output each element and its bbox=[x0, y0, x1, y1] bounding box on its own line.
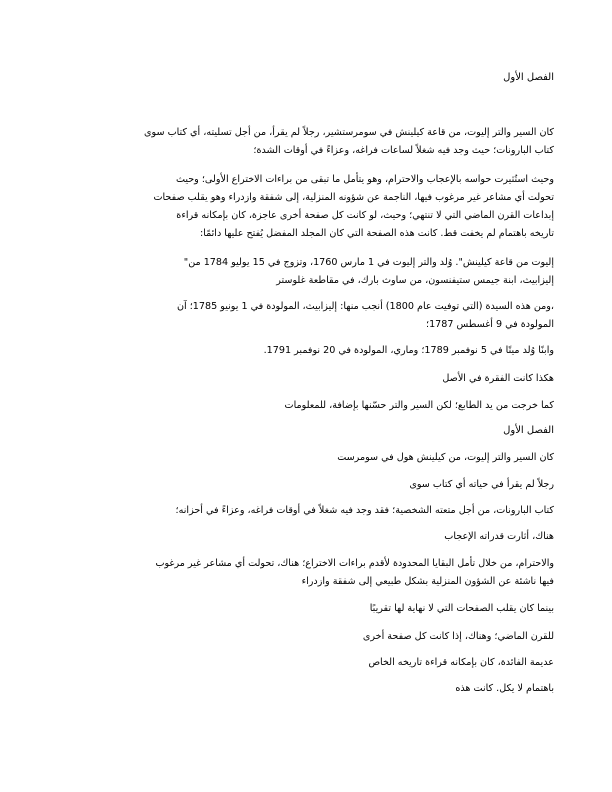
paragraph-8: كان السير والتر إليوت، من كيلينش هول في سومرست bbox=[337, 452, 554, 463]
paragraph-line: كتاب البارونات؛ حيث وجد فيه شغلاً لساعات فراغه، وعزاءً في أوقات الشدة؛ bbox=[253, 145, 554, 156]
paragraph-line: والاحترام، من خلال تأمل البقايا المحدودة لأقدم براءات الاختراع؛ هناك، تحولت أي مشاعر غير مرغوب bbox=[155, 558, 554, 569]
paragraph-6: هكذا كانت الفقرة في الأصل bbox=[442, 373, 554, 384]
chapter-heading: الفصل الأول bbox=[503, 72, 554, 83]
paragraph-line: ،ومن هذه السيدة (التي توفيت عام 1800) أنجب منها: إليزابيث، المولودة في 1 يونيو 1785؛ آن bbox=[176, 301, 554, 312]
paragraph-line: تحولت أي مشاعر غير مرغوب فيها، الناجمة عن شؤونه المنزلية، إلى شفقة وازدراء وهو يقلب صفحات bbox=[153, 192, 554, 203]
paragraph-10: كتاب البارونات، من أجل متعته الشخصية؛ فقد وجد فيه شغلاً في أوقات فراغه، وعزاءً في أحزانه؛ bbox=[175, 505, 554, 516]
paragraph-line: إليزابيث، ابنة جيمس ستيفنسون، من ساوث بارك، في مقاطعة غلوستر bbox=[276, 275, 554, 286]
paragraph-line: كان السير والتر إليوت، من قاعة كيلينش في سومرستشير، رجلاً لم يقرأ، من أجل تسليته، أي كتاب سوى bbox=[144, 127, 554, 138]
paragraph-11: هناك، أثارت قدراته الإعجاب bbox=[444, 531, 554, 542]
second-heading: الفصل الأول bbox=[503, 425, 554, 436]
paragraph-13: بينما كان يقلب الصفحات التي لا نهاية لها تقريبًا bbox=[369, 603, 554, 614]
paragraph-7: كما خرجت من يد الطابع؛ لكن السير والتر حسّنها بإضافة، للمعلومات bbox=[284, 400, 554, 411]
paragraph-line: فيها ناشئة عن الشؤون المنزلية بشكل طبيعي إلى شفقة وازدراء bbox=[301, 576, 554, 587]
paragraph-15: عديمة الفائدة، كان بإمكانه قراءة تاريخه الخاص bbox=[368, 657, 554, 668]
paragraph-line: تاريخه باهتمام لم يخفت قط. كانت هذه الصفحة التي كان المجلد المفضل يُفتح عليها دائمًا: bbox=[199, 228, 554, 239]
paragraph-line: إليوت من قاعة كيلينش". وُلد والتر إليوت في 1 مارس 1760، وتزوج في 15 يوليو 1784 من" bbox=[183, 257, 554, 268]
paragraph-16: باهتمام لا يكل. كانت هذه bbox=[455, 683, 554, 694]
paragraph-5: وابنًا وُلد ميتًا في 5 نوفمبر 1789؛ وماري، المولودة في 20 نوفمبر 1791. bbox=[263, 345, 554, 356]
paragraph-9: رجلاً لم يقرأ في حياته أي كتاب سوى bbox=[409, 479, 554, 490]
paragraph-line: إبداعات القرن الماضي التي لا تنتهي؛ وحيث، لو كانت كل صفحة أخرى عاجزة، كان بإمكانه قراءة bbox=[176, 210, 554, 221]
paragraph-line: المولودة في 9 أغسطس 1787؛ bbox=[426, 319, 554, 330]
paragraph-14: للقرن الماضي؛ وهناك، إذا كانت كل صفحة أخرى bbox=[362, 631, 554, 642]
paragraph-line: وحيث استُثيرت حواسه بالإعجاب والاحترام، وهو يتأمل ما تبقى من براءات الاختراع الأولى؛ وحيث bbox=[175, 174, 554, 185]
